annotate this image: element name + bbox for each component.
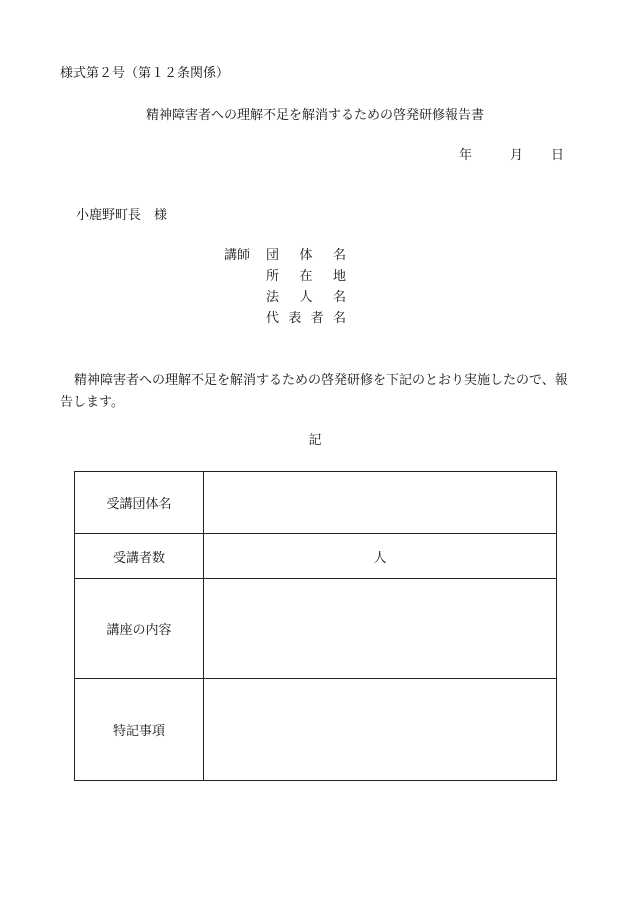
row-value-notes[interactable]	[204, 679, 557, 781]
document-title: 精神障害者への理解不足を解消するための啓発研修報告書	[145, 108, 484, 123]
table-row	[75, 534, 557, 579]
char: 表	[288, 311, 302, 326]
field-representative	[266, 311, 346, 332]
char: 地	[332, 269, 346, 284]
sender-row-address	[224, 269, 346, 290]
lecturer-label: 講師	[224, 248, 251, 263]
row-value-content[interactable]	[204, 579, 557, 679]
date-line	[459, 148, 565, 164]
sender-row-representative	[224, 311, 346, 332]
char: 名	[332, 290, 346, 305]
form-number: 様式第２号（第１２条関係）	[60, 66, 230, 81]
ki-heading: 記	[308, 433, 322, 448]
sender-row-group-name	[224, 248, 346, 269]
body-text: 精神障害者への理解不足を解消するための啓発研修を下記のとおり実施したので、報告します。	[60, 373, 568, 410]
char: 代	[266, 311, 280, 326]
char: 団	[266, 248, 280, 263]
table-row	[75, 472, 557, 534]
char: 人	[299, 290, 313, 305]
char: 名	[332, 311, 346, 326]
date-month: 月	[510, 148, 524, 163]
table-row	[75, 679, 557, 781]
row-label-notes: 特記事項	[75, 679, 204, 781]
char: 体	[299, 248, 313, 263]
report-table	[74, 471, 557, 781]
char: 法	[266, 290, 280, 305]
sender-block	[224, 248, 346, 332]
addressee: 小鹿野町長 様	[76, 208, 168, 223]
row-label-attendees: 受講者数	[75, 534, 204, 579]
row-value-organization[interactable]	[204, 472, 557, 534]
date-day: 日	[551, 148, 565, 163]
row-label-content: 講座の内容	[75, 579, 204, 679]
date-year: 年	[459, 148, 473, 163]
row-label-organization: 受講団体名	[75, 472, 204, 534]
char: 在	[299, 269, 313, 284]
char: 名	[332, 248, 346, 263]
field-corporation-name	[266, 290, 346, 311]
field-address	[266, 269, 346, 290]
row-value-attendees[interactable]: 人	[204, 534, 557, 579]
char: 者	[310, 311, 324, 326]
sender-row-corporation	[224, 290, 346, 311]
table-row	[75, 579, 557, 679]
char: 所	[266, 269, 280, 284]
field-group-name	[266, 248, 346, 269]
